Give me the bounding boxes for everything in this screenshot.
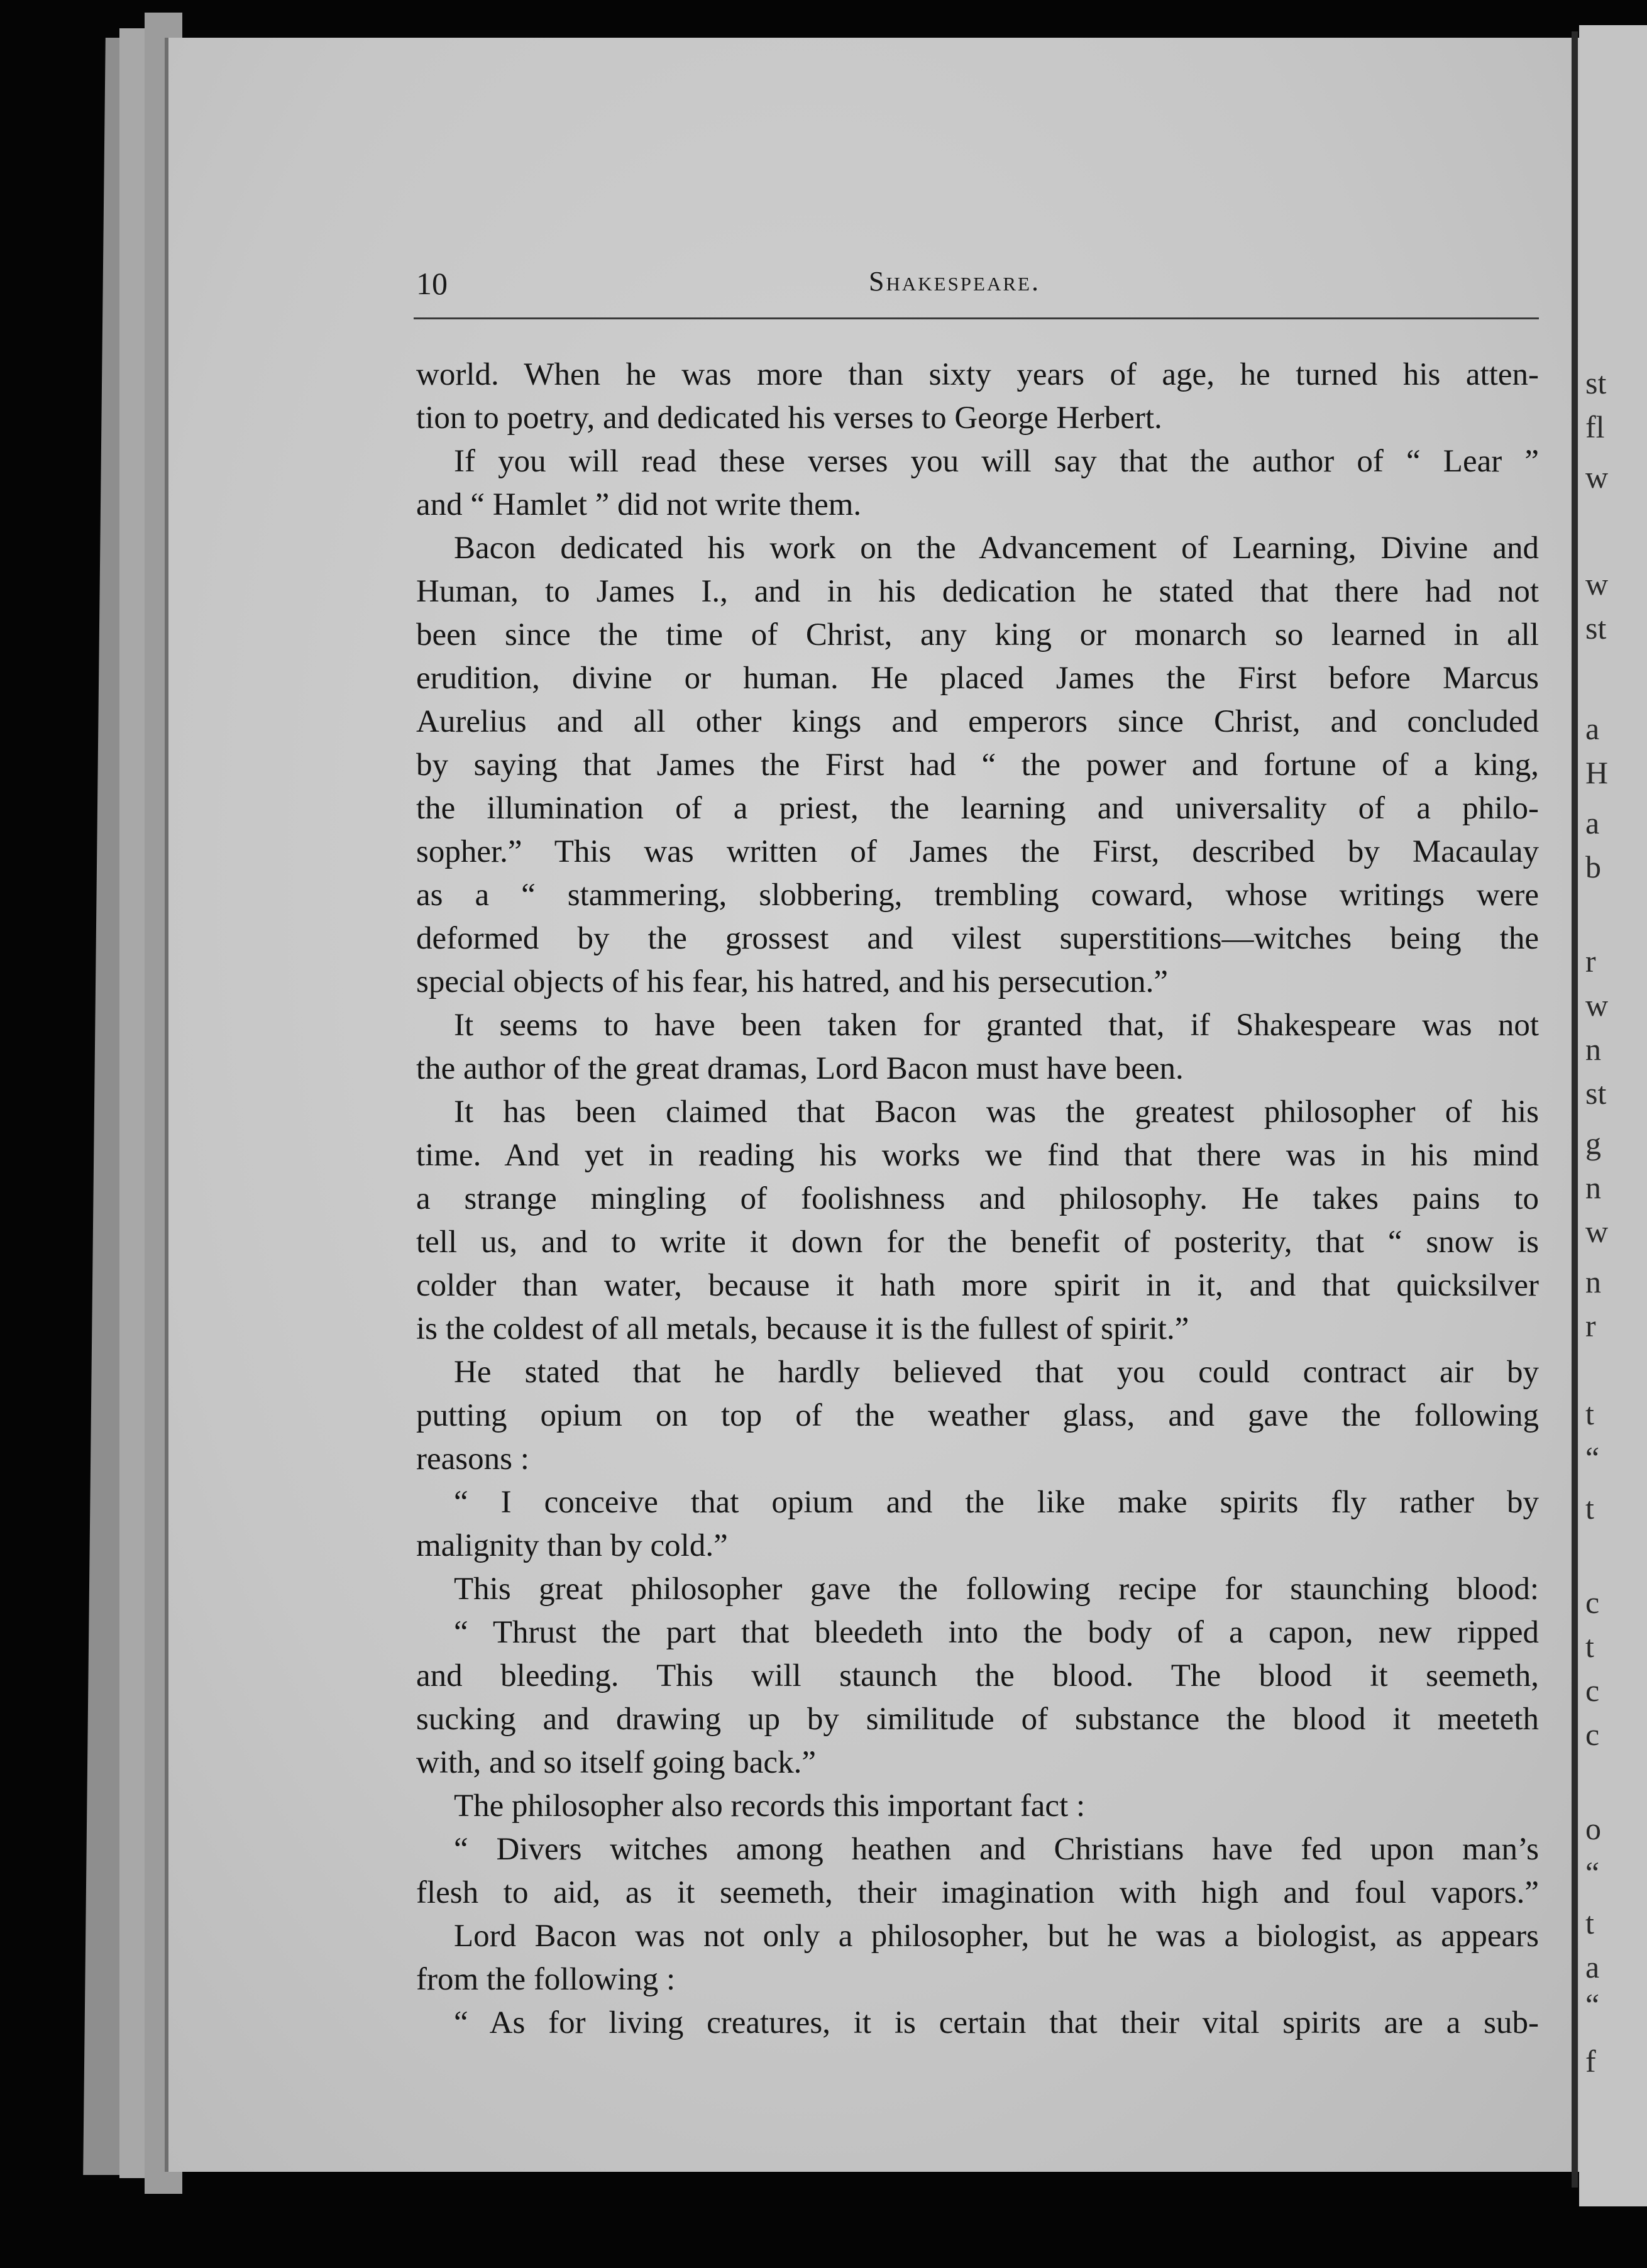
facing-page-fragment: r	[1585, 944, 1596, 979]
text-line: This great philosopher gave the following recipe for staunching blood:	[454, 1572, 1539, 1607]
facing-page-fragment: w	[1585, 566, 1609, 602]
text-line: with, and so itself going back.”	[416, 1745, 816, 1780]
facing-page-fragment: n	[1585, 1032, 1601, 1067]
text-line: If you will read these verses you will say that the author of “ Lear ”	[454, 444, 1539, 479]
facing-page-fragment: a	[1585, 1949, 1600, 1985]
text-line: and “ Hamlet ” did not write them.	[416, 487, 862, 522]
facing-page-fragment: w	[1585, 1214, 1609, 1249]
text-line: time. And yet in reading his works we find that there was in his mind	[416, 1138, 1539, 1173]
text-line: a strange mingling of foolishness and philosophy. He takes pains to	[416, 1181, 1539, 1216]
facing-page-fragment: r	[1585, 1308, 1596, 1343]
facing-page-fragment: t	[1585, 1905, 1594, 1940]
text-line: tion to poetry, and dedicated his verses to George Herbert.	[416, 400, 1162, 436]
text-line: is the coldest of all metals, because it is the fullest of spirit.”	[416, 1311, 1189, 1346]
text-line: from the following :	[416, 1962, 676, 1997]
facing-page-fragment: c	[1585, 1717, 1600, 1752]
text-line: “ Thrust the part that bleedeth into the body of a capon, new ripped	[454, 1615, 1539, 1650]
text-line: the author of the great dramas, Lord Bacon must have been.	[416, 1051, 1184, 1086]
facing-page-fragment: t	[1585, 1490, 1594, 1526]
text-line: Human, to James I., and in his dedication he stated that there had not	[416, 574, 1539, 609]
body-text	[416, 353, 1539, 2045]
facing-page-fragment: f	[1585, 2044, 1596, 2079]
text-line: world. When he was more than sixty years of age, he turned his atten-	[416, 357, 1539, 392]
text-line: flesh to aid, as it seemeth, their imagination with high and foul vapors.”	[416, 1875, 1539, 1910]
facing-page-fragment: st	[1585, 1076, 1607, 1111]
text-line: deformed by the grossest and vilest superstitions—witches being the	[416, 921, 1539, 956]
page-header	[416, 265, 1536, 303]
text-line: He stated that he hardly believed that you could contract air by	[454, 1355, 1539, 1390]
text-line: reasons :	[416, 1441, 529, 1477]
text-line: The philosopher also records this important fact :	[454, 1788, 1086, 1824]
facing-page-fragment: t	[1585, 1629, 1594, 1664]
text-line: been since the time of Christ, any king or monarch so learned in all	[416, 617, 1539, 652]
text-line: Bacon dedicated his work on the Advancement of Learning, Divine and	[454, 531, 1539, 566]
text-line: the illumination of a priest, the learning and universality of a philo-	[416, 791, 1539, 826]
facing-page-fragment: a	[1585, 711, 1600, 746]
text-line: “ I conceive that opium and the like make spirits fly rather by	[454, 1485, 1539, 1520]
facing-page-fragment: g	[1585, 1126, 1601, 1161]
text-line: “ Divers witches among heathen and Christians have fed upon man’s	[454, 1832, 1539, 1867]
running-head: Shakespeare.	[869, 266, 1040, 297]
facing-page-fragment: b	[1585, 849, 1601, 884]
book-gutter	[1572, 31, 1578, 2188]
facing-page-fragment: st	[1585, 365, 1607, 400]
text-line: colder than water, because it hath more spirit in it, and that quicksilver	[416, 1268, 1539, 1303]
facing-page-edge	[1579, 25, 1647, 2206]
facing-page-fragment: a	[1585, 805, 1600, 840]
facing-page-fragment: c	[1585, 1673, 1600, 1708]
facing-page-fragment: o	[1585, 1811, 1601, 1846]
text-line: tell us, and to write it down for the benefit of posterity, that “ snow is	[416, 1225, 1539, 1260]
text-line: sopher.” This was written of James the First, described by Macaulay	[416, 834, 1539, 869]
text-line: It seems to have been taken for granted that, if Shakespeare was not	[454, 1008, 1539, 1043]
text-line: as a “ stammering, slobbering, trembling coward, whose writings were	[416, 878, 1539, 913]
text-line: “ As for living creatures, it is certain that their vital spirits are a sub-	[454, 2005, 1539, 2040]
text-line: erudition, divine or human. He placed James the First before Marcus	[416, 661, 1539, 696]
text-line: sucking and drawing up by similitude of substance the blood it meeteth	[416, 1702, 1539, 1737]
facing-page-fragment: n	[1585, 1264, 1601, 1299]
facing-page-fragment: c	[1585, 1585, 1600, 1620]
text-line: putting opium on top of the weather glass, and gave the following	[416, 1398, 1539, 1433]
facing-page-fragment: fl	[1585, 409, 1605, 444]
text-line: by saying that James the First had “ the power and fortune of a king,	[416, 747, 1539, 783]
text-line: malignity than by cold.”	[416, 1528, 728, 1563]
facing-page-fragment: t	[1585, 1396, 1594, 1431]
text-line: and bleeding. This will staunch the blood. The blood it seemeth,	[416, 1658, 1539, 1693]
facing-page-fragment: n	[1585, 1170, 1601, 1205]
page-number: 10	[416, 266, 448, 301]
facing-page-fragment: H	[1585, 755, 1609, 790]
facing-page-fragment: w	[1585, 988, 1609, 1023]
facing-page-fragment: “	[1585, 1855, 1600, 1890]
text-line: Lord Bacon was not only a philosopher, but he was a biologist, as appears	[454, 1918, 1539, 1954]
text-line: special objects of his fear, his hatred, and his persecution.”	[416, 964, 1169, 999]
facing-page-fragment: st	[1585, 610, 1607, 646]
facing-page-fragment: w	[1585, 460, 1609, 495]
text-line: Aurelius and all other kings and emperors since Christ, and concluded	[416, 704, 1539, 739]
facing-page-fragment: “	[1585, 1440, 1600, 1475]
facing-page-fragment: “	[1585, 1987, 1600, 2022]
text-line: It has been claimed that Bacon was the greatest philosopher of his	[454, 1094, 1539, 1130]
header-rule	[414, 317, 1539, 319]
